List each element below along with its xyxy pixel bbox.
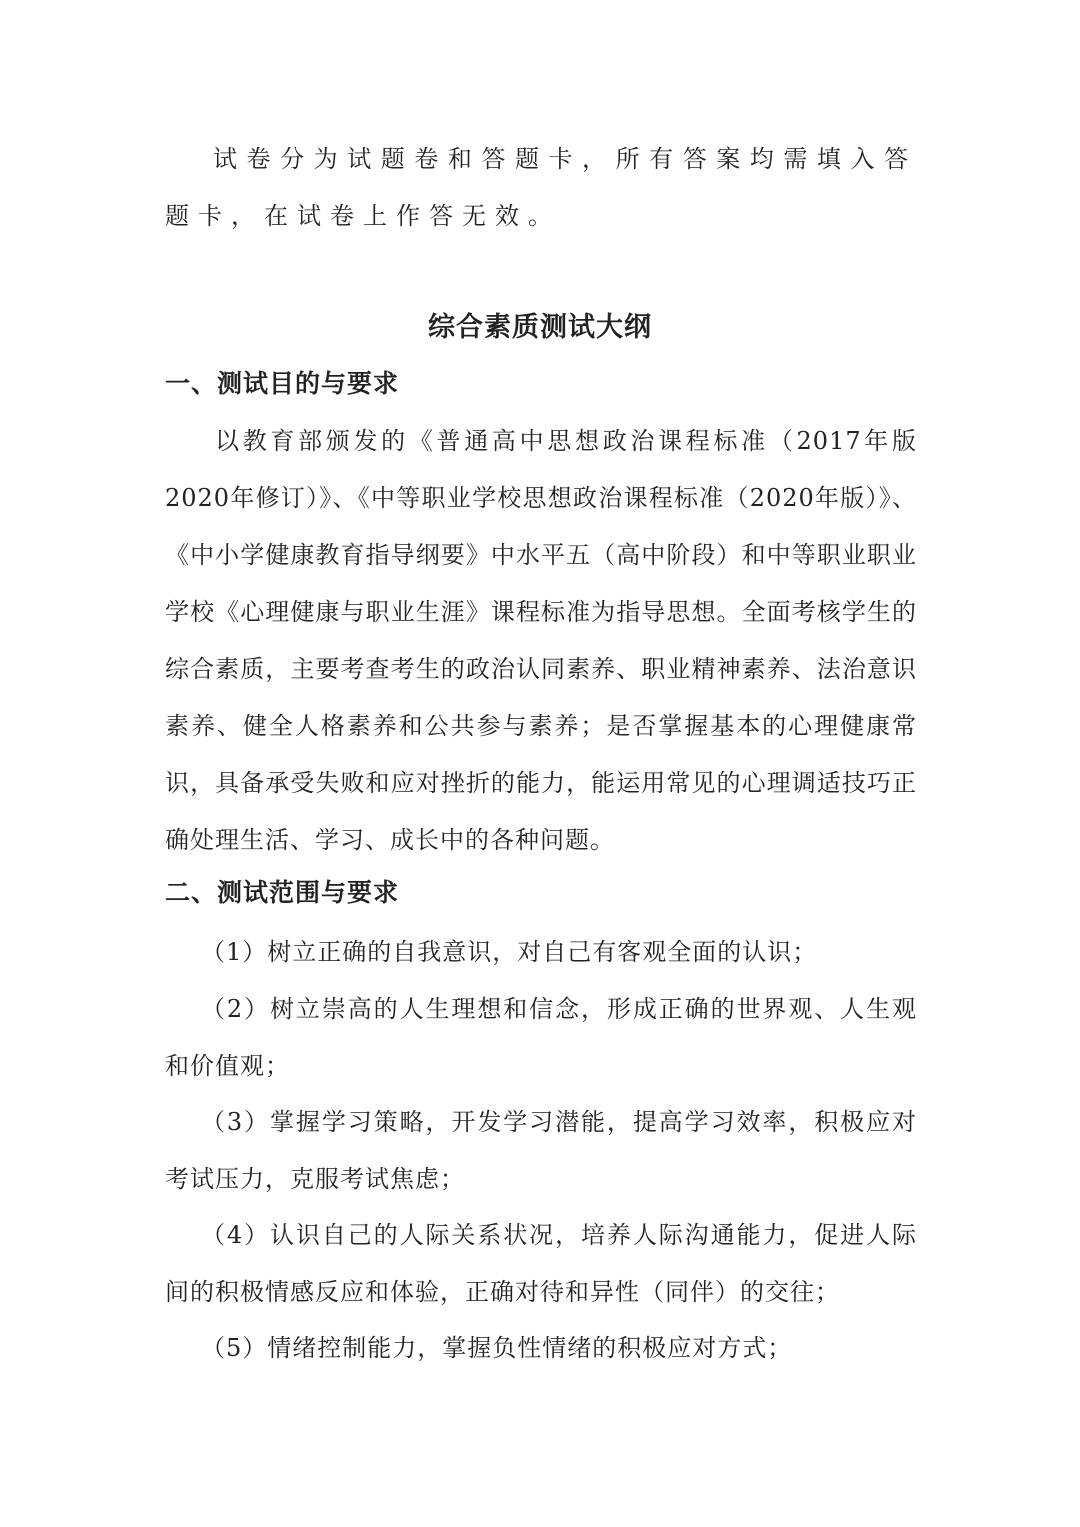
list-item: （2）树立崇高的人生理想和信念，形成正确的世界观、人生观和价值观；	[165, 995, 917, 1080]
document-title: 综合素质测试大纲	[428, 312, 652, 343]
section1-body: 以教育部颁发的《普通高中思想政治课程标准（2017年版2020年修订）》、《中等职业学校思想政治课程标准（2020年版）》、《中小学健康教育指导纲要》中水平五（高中阶段）和中等职业职业学校《心理健康与职业生涯》课程标准为指导思想。全面考核学生的综合素质，主要考查考生的政治认同素养、职业精神素养、法治意识素养、健全人格素养和公共参与素养；是否掌握基本的心理健康常识，具备承受失败和应对挫折的能力，能运用常见的心理调适技巧正确处理生活、学习、成长中的各种问题。	[165, 427, 917, 854]
intro-paragraph: 试卷分为试题卷和答题卡，所有答案均需填入答题卡，在试卷上作答无效。	[165, 145, 917, 230]
list-item: （1）树立正确的自我意识，对自己有客观全面的认识；	[201, 938, 818, 966]
list-item: （3）掌握学习策略，开发学习潜能，提高学习效率，积极应对考试压力，克服考试焦虑；	[165, 1108, 917, 1193]
section1-heading: 一、测试目的与要求	[165, 369, 400, 398]
list-item: （5）情绪控制能力，掌握负性情绪的积极应对方式；	[201, 1334, 793, 1362]
list-item: （4）认识自己的人际关系状况，培养人际沟通能力，促进人际间的积极情感反应和体验，正确对待和异性（同伴）的交往；	[165, 1221, 917, 1306]
section2-heading: 二、测试范围与要求	[165, 878, 400, 907]
